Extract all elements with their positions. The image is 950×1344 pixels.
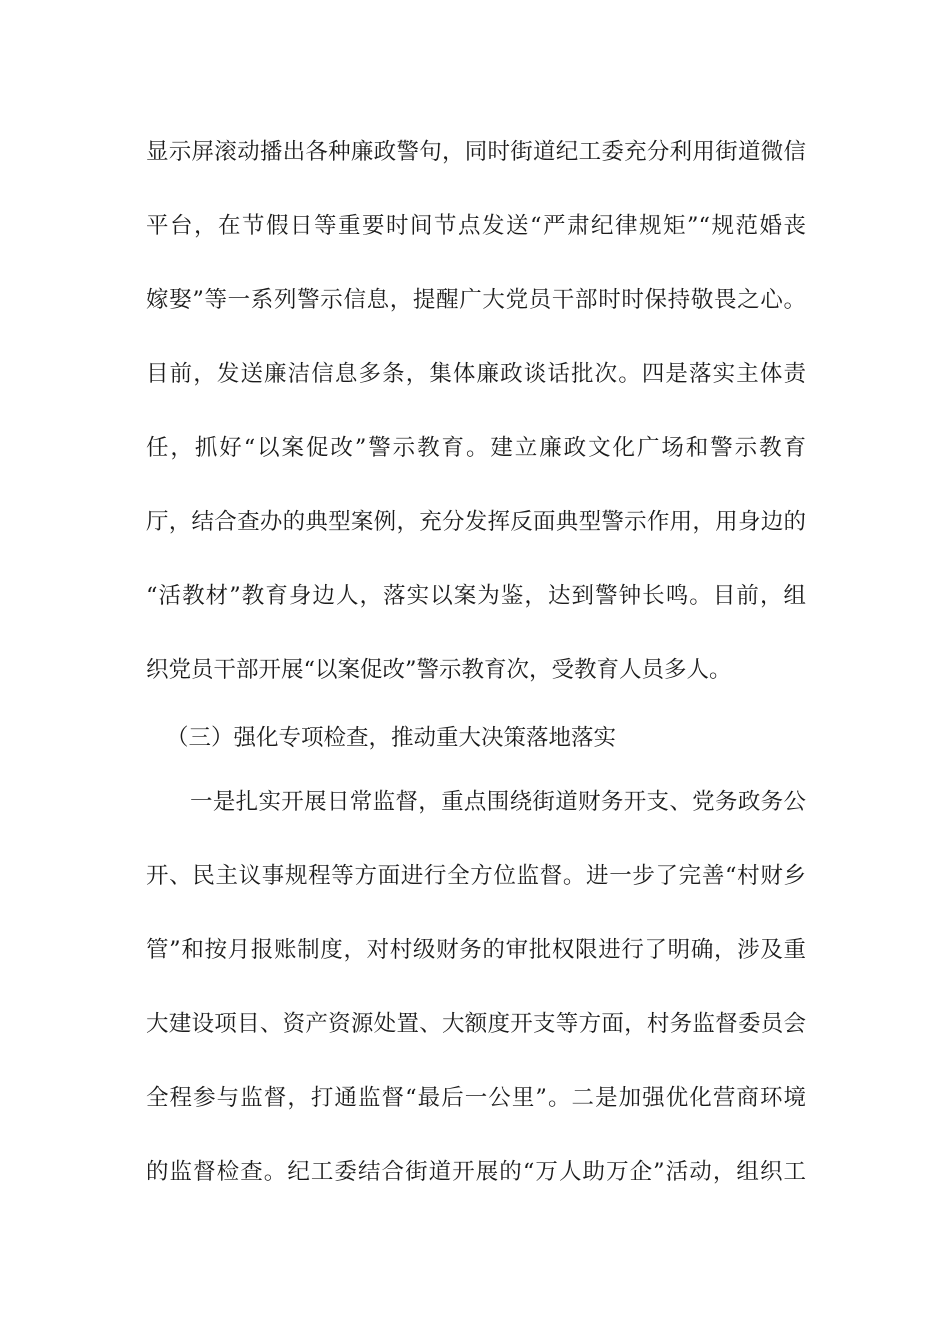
paragraph-line: 织党员干部开展“以案促改”警示教育次，受教育人员多人。 — [146, 657, 732, 683]
paragraph-line: 目前，发送廉洁信息多条，集体廉政谈话批次。四是落实主体责 — [146, 361, 806, 387]
paragraph-line: 管”和按月报账制度，对村级财务的审批权限进行了明确，涉及重 — [146, 937, 806, 963]
section-heading: （三）强化专项检查，推动重大决策落地落实 — [166, 725, 617, 751]
paragraph-line: 任，抓好“以案促改”警示教育。建立廉政文化广场和警示教育 — [146, 435, 806, 461]
paragraph-line: “活教材”教育身边人，落实以案为鉴，达到警钟长鸣。目前，组 — [146, 583, 806, 609]
paragraph-line: 显示屏滚动播出各种廉政警句，同时街道纪工委充分利用街道微信 — [146, 139, 806, 165]
paragraph-line: 开、民主议事规程等方面进行全方位监督。进一步了完善“村财乡 — [146, 863, 806, 889]
paragraph-line: 大建设项目、资产资源处置、大额度开支等方面，村务监督委员会 — [146, 1011, 806, 1037]
paragraph-line: 厅，结合查办的典型案例，充分发挥反面典型警示作用，用身边的 — [146, 509, 806, 535]
paragraph-line: 全程参与监督，打通监督“最后一公里”。二是加强优化营商环境 — [146, 1085, 806, 1111]
paragraph-line: 的监督检查。纪工委结合街道开展的“万人助万企”活动，组织工 — [146, 1159, 806, 1185]
paragraph-line: 嫁娶”等一系列警示信息，提醒广大党员干部时时保持敬畏之心。 — [146, 287, 806, 313]
paragraph-line: 平台，在节假日等重要时间节点发送“严肃纪律规矩”“规范婚丧 — [146, 213, 806, 239]
paragraph-first-line: 一是扎实开展日常监督，重点围绕街道财务开支、党务政务公 — [190, 789, 806, 815]
